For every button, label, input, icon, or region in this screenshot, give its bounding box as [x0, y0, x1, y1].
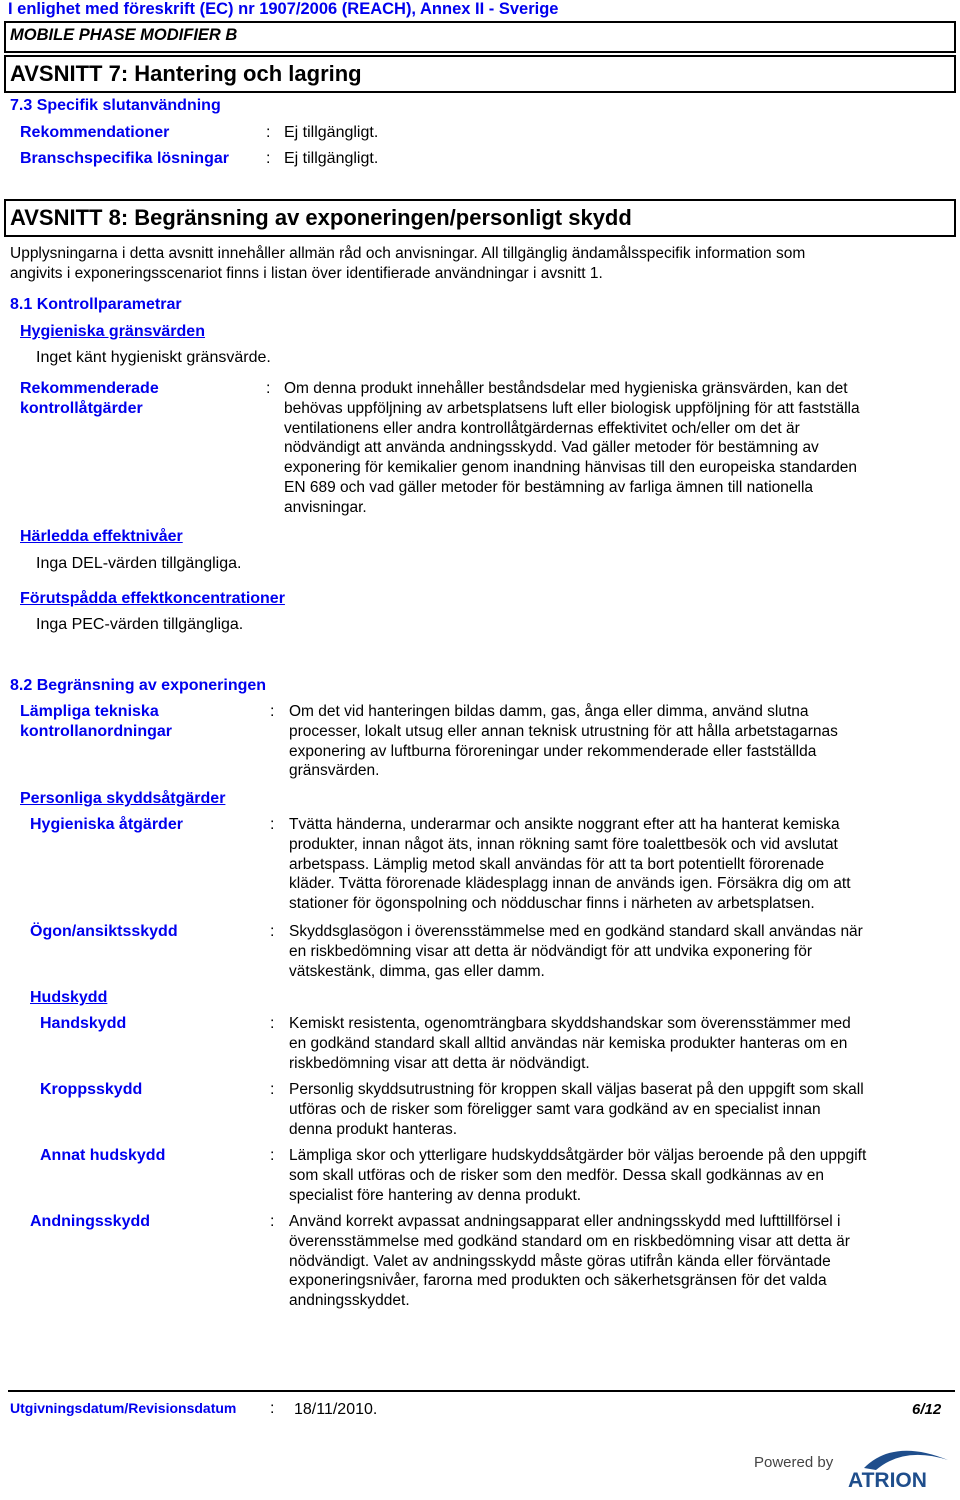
text-line: exponering av luftburna föroreningar under rekommenderade eller fastställda: [289, 742, 817, 760]
body-protection-label: Kroppsskydd: [40, 1081, 143, 1098]
colon: :: [270, 923, 275, 940]
colon: :: [266, 124, 271, 141]
technical-controls-label: [20, 702, 172, 742]
text-line: ventilationens eller andra kontrollåtgärdernas effektivitet och/eller om det är: [284, 419, 800, 437]
personal-protection-heading: Personliga skyddsåtgärder: [20, 790, 226, 807]
intro-line: Upplysningarna i detta avsnitt innehåller allmän råd och anvisningar. All tillgänglig ändamålsspecifik information som: [10, 245, 806, 262]
text-line: stationer för ögonspolning och nödduschar finns i närheten av arbetsplatsen.: [289, 895, 815, 913]
subsection-7-3-title: 7.3 Specifik slutanvändning: [10, 97, 221, 114]
text-line: exponeringsnivåer, farorna med produkten och säkerhetsgränsen för det valda: [289, 1272, 827, 1290]
intro-line: angivits i exponeringsscenariot finns i listan över identifierade användningar i avsnitt 1.: [10, 264, 603, 282]
eye-protection-text: [289, 922, 954, 981]
text-line: specialist före hantering av denna produkt.: [289, 1186, 582, 1204]
section8-title: AVSNITT 8: Begränsning av exponeringen/personligt skydd: [10, 205, 632, 230]
text-line: en riskbedömning visar att detta är nödvändigt för att undvika exponering för: [289, 942, 813, 960]
powered-by-text: Powered by: [754, 1454, 834, 1471]
skin-protection-heading: Hudskydd: [30, 989, 108, 1006]
text-line: Personlig skyddsutrustning för kroppen skall väljas baserat på den uppgift som skall: [289, 1081, 864, 1098]
footer-divider: [8, 1390, 955, 1392]
hygiene-limits-text: Inget känt hygieniskt gränsvärde.: [36, 349, 271, 366]
section7-title: AVSNITT 7: Hantering och lagring: [10, 61, 362, 86]
text-line: nödvändigt att använda andningsskydd. Vad gäller metoder för bestämning av: [284, 439, 819, 457]
text-line: processer, lokalt utsug eller annan teknisk utrustning för att hålla arbetstagarnas: [289, 722, 838, 740]
text-line: utföras och de risker som föreligger samt vara godkänd av en specialist innan: [289, 1100, 821, 1118]
colon: :: [270, 1213, 275, 1230]
body-protection-text: [289, 1080, 954, 1139]
hand-protection-label: Handskydd: [40, 1015, 127, 1032]
subsection-8-2-title: 8.2 Begränsning av exponeringen: [10, 677, 267, 694]
hygiene-measures-text: [289, 815, 954, 914]
del-text: Inga DEL-värden tillgängliga.: [36, 555, 242, 572]
text-line: produkter, innan något äts, innan rökning samt före toalettbesök och vid avslutat: [289, 835, 838, 853]
text-line: Använd korrekt avpassat andningsapparat eller andningsskydd med lufttillförsel i: [289, 1213, 841, 1230]
text-line: Om denna produkt innehåller beståndsdelar med hygieniska gränsvärden, kan det: [284, 380, 848, 397]
other-skin-protection-label: Annat hudskydd: [40, 1147, 166, 1164]
text-line: gränsvärden.: [289, 762, 380, 780]
recommended-controls-text: [284, 379, 954, 518]
page-number: 6/12: [912, 1401, 942, 1418]
text-line: som skall utföras och de risker som den medför. Dessa skall godkännas av en: [289, 1166, 825, 1184]
regulation-header: I enlighet med föreskrift (EC) nr 1907/2006 (REACH), Annex II - Sverige: [8, 0, 559, 18]
pec-text: Inga PEC-värden tillgängliga.: [36, 616, 244, 633]
recommendations-label: Rekommendationer: [20, 124, 170, 141]
colon: :: [270, 1147, 275, 1164]
text-line: arbetspass. Lämplig metod skall användas för att ta bort potentiellt förorenade: [289, 855, 825, 873]
colon: :: [270, 703, 275, 720]
text-line: anvisningar.: [284, 498, 367, 516]
industry-solutions-label: Branschspecifika lösningar: [20, 150, 229, 167]
text-line: Kemiskt resistenta, ogenomträngbara skyddshandskar som överensstämmer med: [289, 1015, 851, 1032]
other-skin-protection-text: [289, 1146, 954, 1205]
text-line: denna produkt hanteras.: [289, 1120, 458, 1138]
colon: :: [270, 1015, 275, 1032]
text-line: Om det vid hanteringen bildas damm, gas, ånga eller dimma, använd slutna: [289, 703, 809, 720]
subsection-8-1-title: 8.1 Kontrollparametrar: [10, 296, 182, 313]
label-line: kontrollanordningar: [20, 723, 172, 740]
recommendations-value: Ej tillgängligt.: [284, 124, 379, 141]
label-line: Rekommenderade: [20, 380, 159, 397]
text-line: exponering för kemikalier genom inandning hänvisas till den europeiska standarden: [284, 459, 857, 477]
eye-protection-label: Ögon/ansiktsskydd: [30, 923, 178, 940]
colon: :: [266, 380, 271, 397]
text-line: Lämpliga skor och ytterligare hudskyddsåtgärder bör väljas beroende på den uppgift: [289, 1147, 867, 1164]
logo-text: ATRION: [848, 1469, 927, 1490]
revision-date-value: 18/11/2010.: [294, 1401, 378, 1418]
text-line: Tvätta händerna, underarmar och ansikte noggrant efter att ha hanterat kemiska: [289, 816, 840, 833]
hygiene-measures-label: Hygieniska åtgärder: [30, 816, 183, 833]
respiratory-protection-label: Andningsskydd: [30, 1213, 151, 1230]
revision-date-label: Utgivningsdatum/Revisionsdatum: [10, 1400, 237, 1416]
respiratory-protection-text: [289, 1212, 954, 1311]
product-name: MOBILE PHASE MODIFIER B: [10, 26, 238, 44]
text-line: kläder. Tvätta förorenade klädesplagg innan de används igen. Försäkra dig om att: [289, 875, 851, 893]
industry-solutions-value: Ej tillgängligt.: [284, 150, 379, 167]
pec-heading: Förutspådda effektkoncentrationer: [20, 590, 285, 607]
recommended-controls-label: [20, 379, 159, 419]
text-line: andningsskyddet.: [289, 1292, 410, 1310]
del-heading: Härledda effektnivåer: [20, 528, 183, 545]
text-line: riskbedömning visar att detta är nödvändigt.: [289, 1054, 590, 1072]
text-line: vätskestänk, dimma, gas eller damm.: [289, 962, 545, 980]
section8-intro: [10, 244, 950, 284]
text-line: behövas uppföljning av arbetsplatsens luft eller biologisk uppföljning för att fastställa: [284, 399, 860, 417]
label-line: kontrollåtgärder: [20, 400, 143, 417]
hygiene-limits-heading: Hygieniska gränsvärden: [20, 323, 205, 340]
text-line: EN 689 och vad gäller metoder för bestämning av farliga ämnen till nationella: [284, 478, 814, 496]
colon: :: [270, 1081, 275, 1098]
label-line: Lämpliga tekniska: [20, 703, 159, 720]
text-line: nödvändigt. Valet av andningsskydd måste göras utifrån kända eller förväntade: [289, 1252, 831, 1270]
text-line: en godkänd standard skall alltid användas när kemiska produkter hanteras om en: [289, 1034, 848, 1052]
text-line: Skyddsglasögon i överensstämmelse med en godkänd standard skall användas när: [289, 923, 863, 940]
atrion-logo: [846, 1440, 958, 1490]
hand-protection-text: [289, 1014, 954, 1073]
colon: :: [270, 1400, 275, 1417]
text-line: överensstämmelse med godkänd standard om en riskbedömning visar att detta är: [289, 1232, 850, 1250]
logo-swoosh: [864, 1451, 948, 1470]
colon: :: [270, 816, 275, 833]
colon: :: [266, 150, 271, 167]
technical-controls-text: [289, 702, 954, 781]
